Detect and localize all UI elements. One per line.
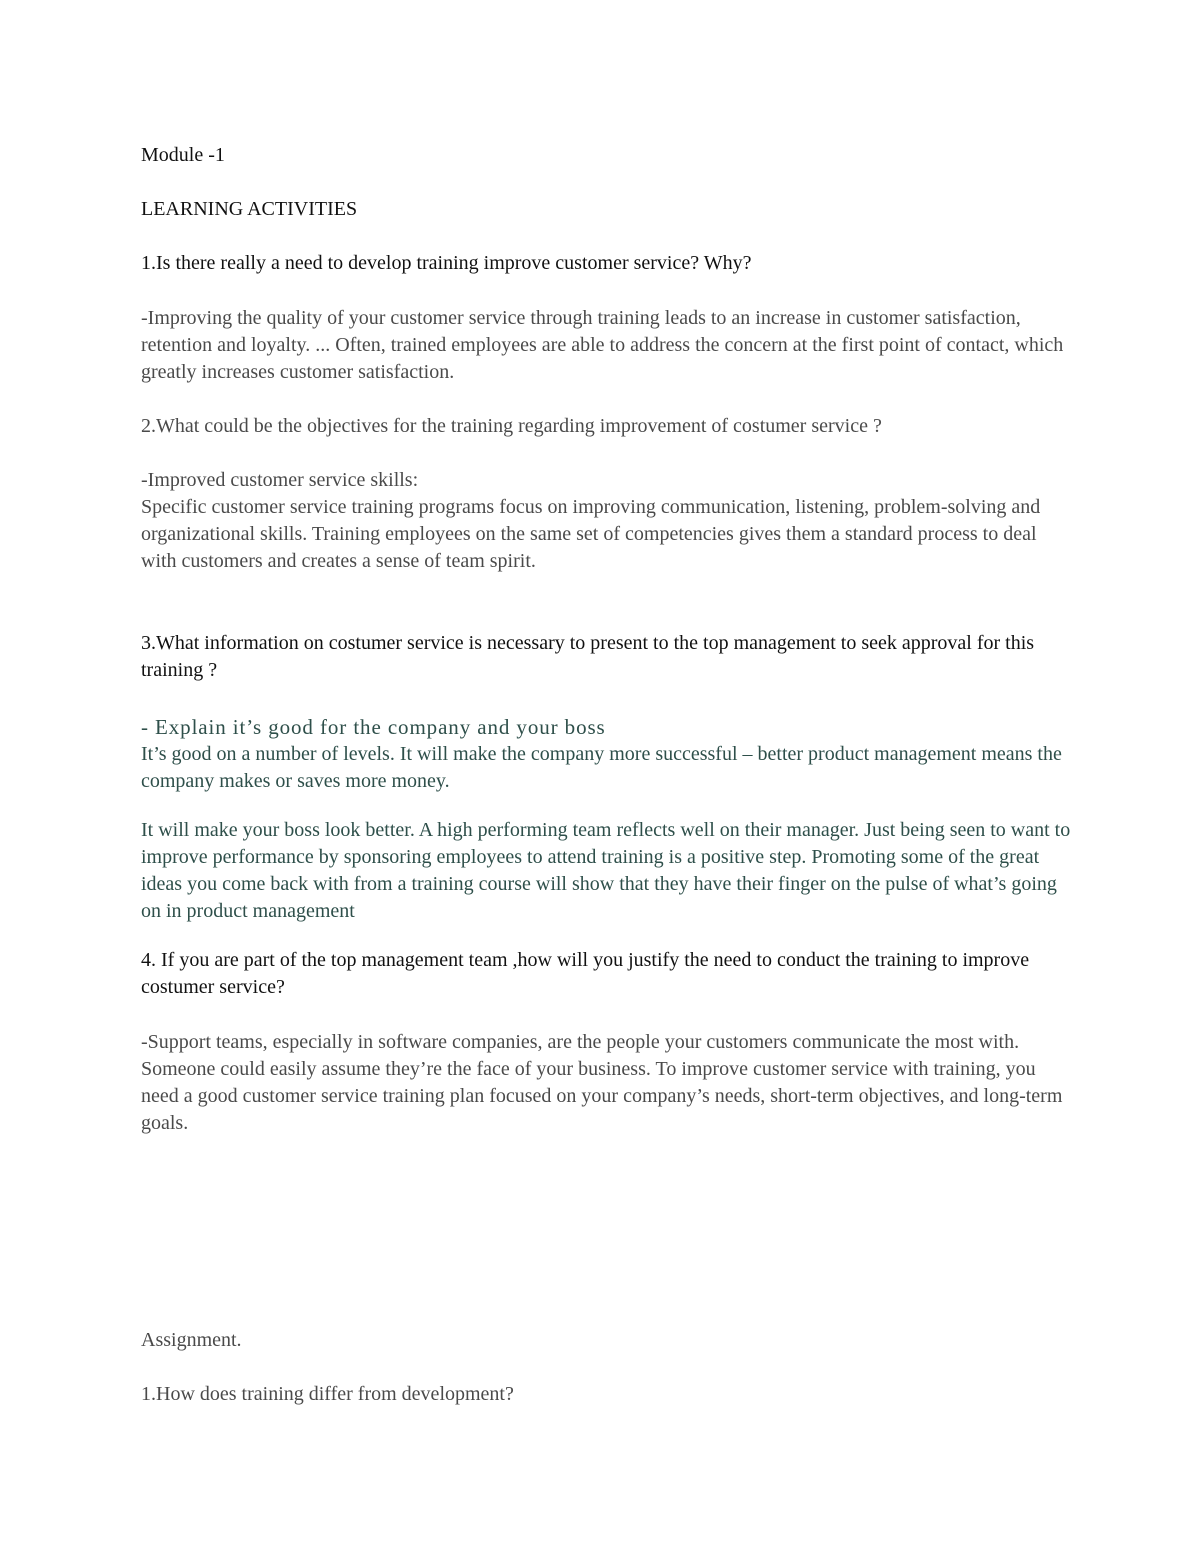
- assignment-heading: Assignment.: [141, 1329, 242, 1351]
- answer-3-paragraph-2: It will make your boss look better. A high performing team reflects well on their manager. Just being seen to want to improve performance by sponsoring employees to attend training is a positive step. Promoting some of the great ideas you come back with from a training course will show that they have their finger on the pulse of what’s going on in product management: [141, 819, 1071, 922]
- question-4: 4. If you are part of the top management team ,how will you justify the need to conduct the training to improve costumer service?: [141, 949, 1030, 998]
- answer-2-heading: -Improved customer service skills:: [141, 469, 419, 491]
- answer-2: Specific customer service training programs focus on improving communication, listening, problem-solving and organizational skills. Training employees on the same set of competencies gives them a standard process to deal with customers and creates a sense of team spirit.: [141, 496, 1041, 572]
- answer-1: -Improving the quality of your customer service through training leads to an increase in customer satisfaction, retention and loyalty. ... Often, trained employees are able to address the concern at the first point of contact, which greatly increases customer satisfaction.: [141, 307, 1064, 383]
- section-heading: LEARNING ACTIVITIES: [141, 198, 358, 220]
- question-3: 3.What information on costumer service is necessary to present to the top management to seek approval for this training ?: [141, 632, 1035, 681]
- question-1: 1.Is there really a need to develop training improve customer service? Why?: [141, 252, 752, 274]
- answer-3-heading: - Explain it’s good for the company and your boss: [141, 715, 606, 739]
- answer-4: -Support teams, especially in software companies, are the people your customers communicate the most with. Someone could easily assume they’re the face of your business. To improve customer service with training, you need a good customer service training plan focused on your company’s needs, short-term objectives, and long-term goals.: [141, 1031, 1063, 1134]
- answer-3-paragraph-1: It’s good on a number of levels. It will make the company more successful – better product management means the company makes or saves more money.: [141, 743, 1062, 792]
- module-title: Module -1: [141, 144, 225, 166]
- question-2: 2.What could be the objectives for the training regarding improvement of costumer service ?: [141, 415, 882, 437]
- assignment-question-1: 1.How does training differ from development?: [141, 1383, 514, 1405]
